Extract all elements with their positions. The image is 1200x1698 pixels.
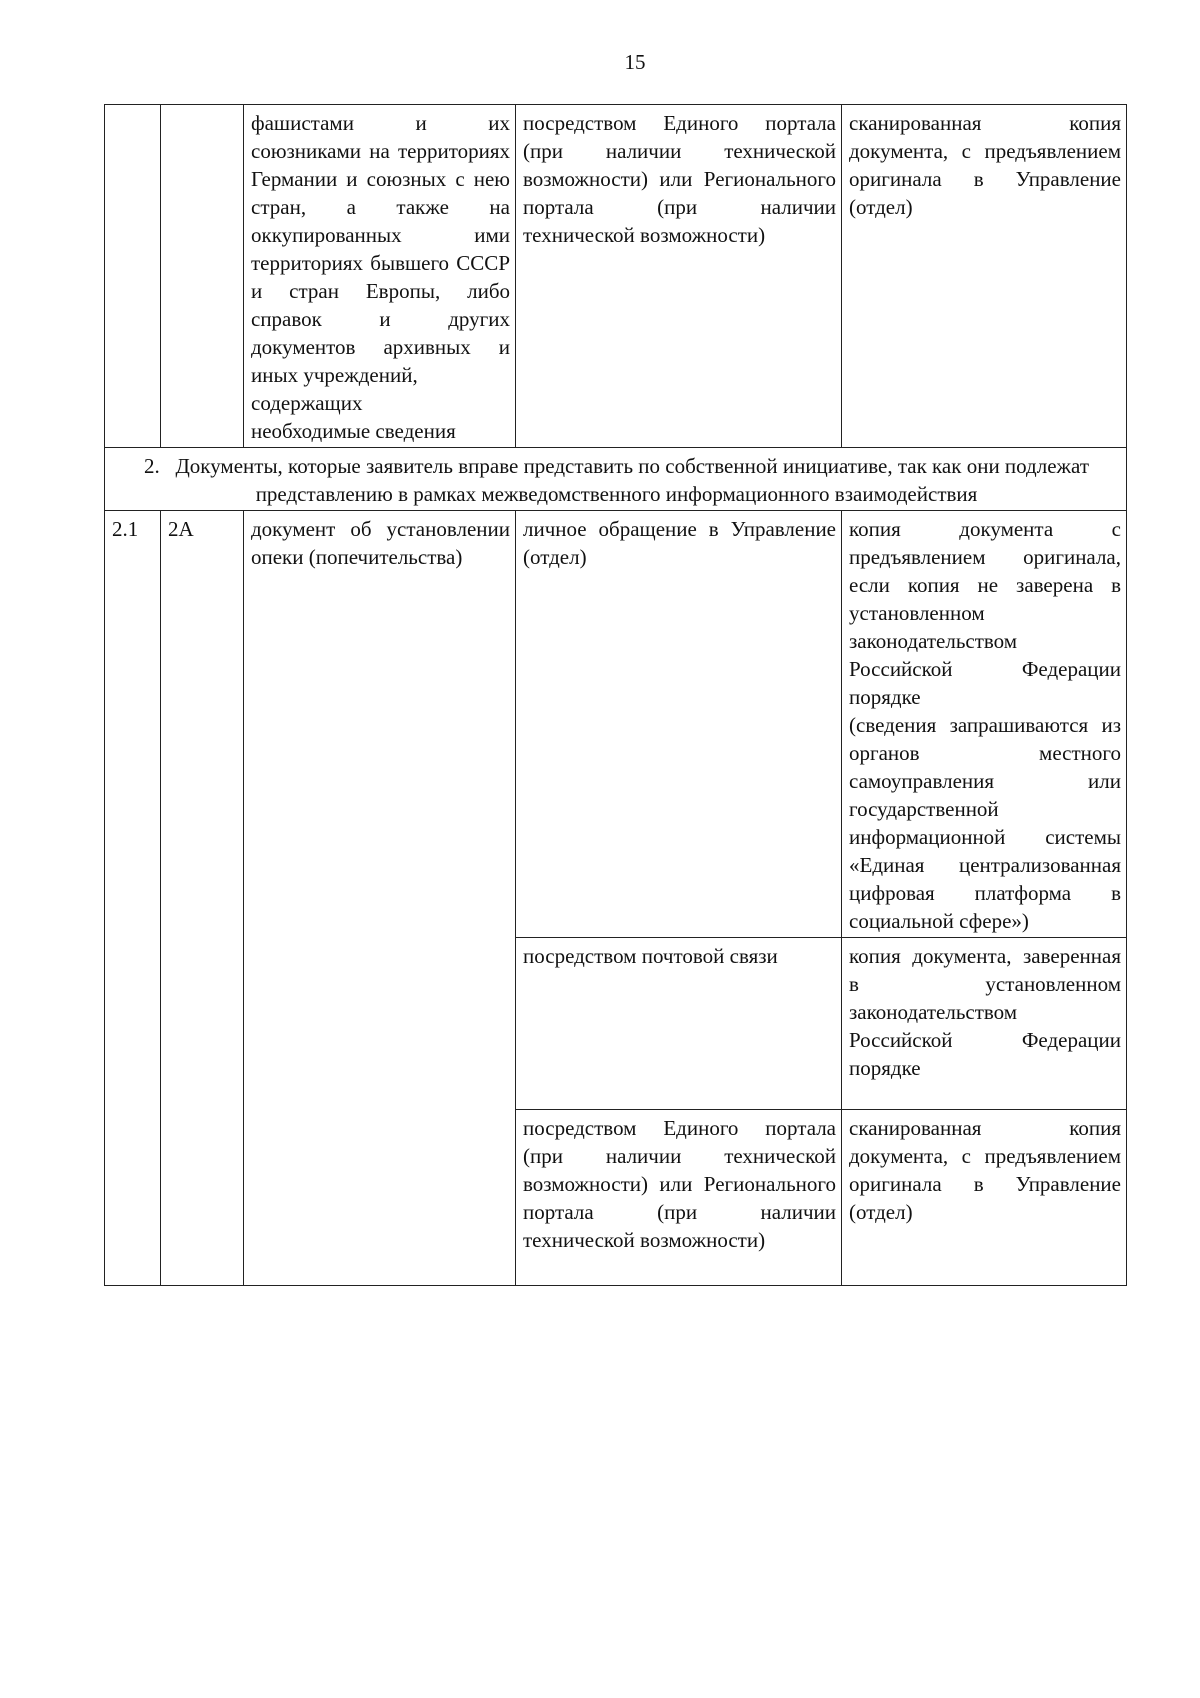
- document-form-cell: сканированная копия документа, с предъявлением оригинала в Управление (отдел): [842, 105, 1127, 448]
- submission-method-cell: посредством почтовой связи: [516, 938, 842, 1110]
- document-name-text: фашистами и их союзниками на территориях Германии и союзных с нею стран, а также на оккупированных ими территориях бывшего СССР и стран Европы, либо справок и других документов архивных и иных учреждений,: [251, 111, 510, 387]
- document-name-text: содержащих: [251, 391, 363, 415]
- document-form-text: копия документа с предъявлением оригинала, если копия не заверена в установленном законодательством Российской Федерации порядке: [849, 517, 1121, 709]
- section-number: 2.: [143, 454, 160, 478]
- section-title: Документы, которые заявитель вправе представить по собственной инициативе, так как они подлежат представлению в рамках межведомственного информационного взаимодействия: [175, 454, 1090, 506]
- document-form-note: (сведения запрашиваются из органов местного самоуправления или государственной информационной системы «Единая централизованная цифровая платформа в социальной сфере»): [849, 713, 1121, 933]
- section-header-cell: [105, 448, 1127, 511]
- document-form-cell: [842, 938, 1127, 1110]
- table-row: [105, 511, 1127, 938]
- document-form-cell: [842, 1110, 1127, 1286]
- submission-method-cell: посредством Единого портала (при наличии технической возможности) или Регионального портала (при наличии технической возможности): [516, 1110, 842, 1286]
- documents-table: [104, 104, 1127, 1286]
- row-number-cell: [105, 105, 161, 448]
- row-code-cell: 2А: [161, 511, 244, 1286]
- row-code-cell: [161, 105, 244, 448]
- section-header-row: [105, 448, 1127, 511]
- row-number-cell: 2.1: [105, 511, 161, 1286]
- document-name-cell: документ об установлении опеки (попечительства): [244, 511, 516, 1286]
- document-name-text: необходимые сведения: [251, 419, 456, 443]
- page-number: 15: [624, 50, 646, 74]
- document-form-text: сканированная копия документа, с предъявлением оригинала в Управление (отдел): [849, 1116, 1121, 1224]
- document-form-text: копия документа, заверенная в установленном законодательством Российской Федерации порядке: [849, 944, 1121, 1080]
- document-name-cell: [244, 105, 516, 448]
- submission-method-cell: личное обращение в Управление (отдел): [516, 511, 842, 938]
- submission-method-cell: посредством Единого портала (при наличии технической возможности) или Регионального портала (при наличии технической возможности): [516, 105, 842, 448]
- table-row-continuation: [105, 105, 1127, 448]
- document-form-cell: [842, 511, 1127, 938]
